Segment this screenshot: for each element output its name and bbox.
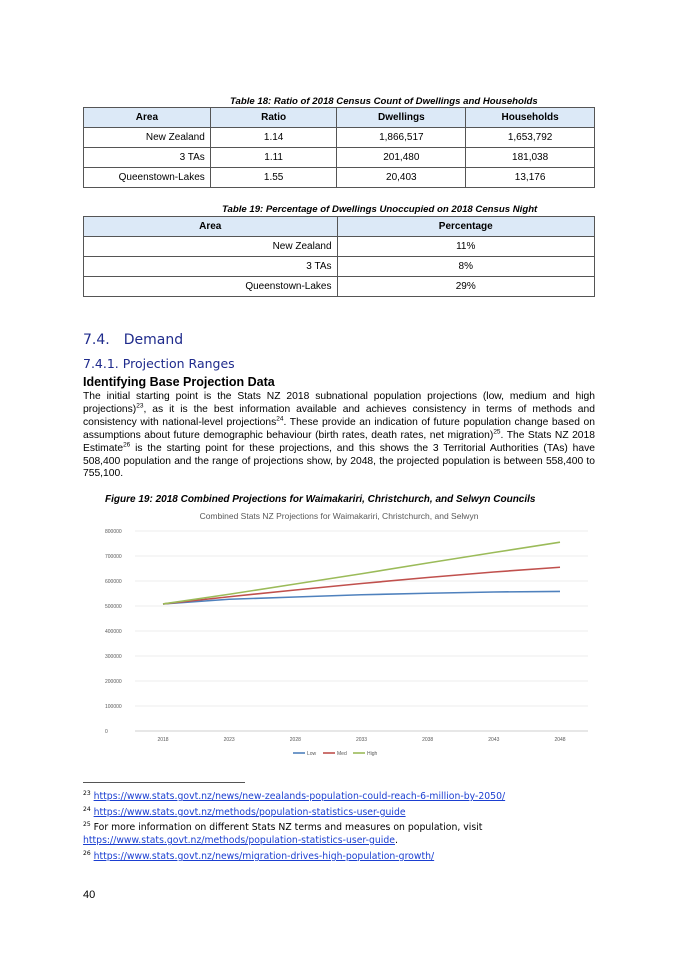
- table-cell: 20,403: [337, 168, 466, 188]
- table-cell: 201,480: [337, 148, 466, 168]
- table-cell: Queenstown-Lakes: [84, 168, 211, 188]
- section-heading: [83, 332, 183, 348]
- section-title: Demand: [123, 332, 184, 348]
- table-cell: 29%: [337, 277, 595, 297]
- x-axis-ticks: [157, 737, 565, 743]
- legend-label: High: [367, 751, 378, 757]
- footnote-23: [83, 790, 505, 802]
- y-tick-label: 200000: [105, 679, 122, 685]
- table-cell: 3 TAs: [84, 257, 338, 277]
- y-tick-label: 0: [105, 729, 108, 735]
- footnote-number: 23: [83, 790, 91, 797]
- table-cell: 1,866,517: [337, 128, 466, 148]
- y-tick-label: 100000: [105, 704, 122, 710]
- table-cell: 1.55: [210, 168, 337, 188]
- column-header: Dwellings: [337, 108, 466, 128]
- footnote-number: 24: [83, 806, 91, 813]
- table-header-row: [84, 217, 595, 237]
- y-tick-label: 800000: [105, 529, 122, 535]
- legend-label: Med: [337, 751, 347, 757]
- footnote-ref-23[interactable]: 23: [136, 402, 144, 410]
- paragraph-text: The initial starting point is the Stats NZ 2018 subnational population projections (low, medium and high projections): [83, 391, 595, 415]
- chart-gridlines: [135, 531, 588, 731]
- table-row: [84, 237, 595, 257]
- chart-series: [163, 542, 560, 604]
- y-tick-label: 700000: [105, 554, 122, 560]
- x-tick-label: 2043: [488, 737, 500, 743]
- table-cell: 8%: [337, 257, 595, 277]
- column-header: Area: [84, 108, 211, 128]
- table-cell: Queenstown-Lakes: [84, 277, 338, 297]
- figure-caption-text: : 2018 Combined Projections for Waimakariri, Christchurch, and Selwyn Councils: [149, 494, 536, 505]
- footnote-26: [83, 850, 434, 862]
- footnote-24: [83, 806, 406, 818]
- chart-title: Combined Stats NZ Projections for Waimakariri, Christchurch, and Selwyn: [199, 511, 479, 521]
- table-header-row: [84, 108, 595, 128]
- paragraph-text: , as it is the best information available and achieves consistency in terms of methods and consistency with national-level projections: [83, 403, 595, 428]
- column-header: Percentage: [337, 217, 595, 237]
- page-number: 40: [83, 889, 96, 901]
- paragraph-heading: Identifying Base Projection Data: [83, 375, 275, 389]
- chart-legend: [293, 751, 378, 757]
- footnote-link[interactable]: https://www.stats.govt.nz/methods/population-statistics-user-guide: [83, 835, 395, 846]
- table-row: [84, 148, 595, 168]
- x-tick-label: 2038: [422, 737, 434, 743]
- table-cell: 1.14: [210, 128, 337, 148]
- footnote-ref-24[interactable]: 24: [276, 415, 284, 423]
- footnote-link[interactable]: https://www.stats.govt.nz/news/migration-drives-high-population-growth/: [93, 851, 435, 863]
- footnote-link[interactable]: https://www.stats.govt.nz/news/new-zealands-population-could-reach-6-million-by-2050/: [93, 791, 506, 803]
- table-19-caption: Table 19: Percentage of Dwellings Unoccupied on 2018 Census Night: [222, 204, 538, 215]
- table-18: [83, 107, 595, 188]
- legend-label: Low: [307, 751, 317, 757]
- table-cell: New Zealand: [84, 237, 338, 257]
- footnote-ref-25[interactable]: 25: [493, 428, 501, 436]
- footnote-25-link-line: [83, 835, 398, 846]
- table-cell: 13,176: [466, 168, 595, 188]
- footnote-number: 26: [83, 850, 91, 857]
- table-row: [84, 168, 595, 188]
- y-tick-label: 600000: [105, 579, 122, 585]
- footnote-number: 25: [83, 821, 91, 828]
- y-axis-ticks: [105, 529, 122, 735]
- paragraph-text: is the starting point for these projections, and this shows the 3 Territorial Authorities (TAs) have 508,400 population and the range of projections show, by 2048, the projected population is between 558,400 to 755,100.: [83, 442, 595, 480]
- series-line-med: [163, 567, 560, 604]
- table-cell: 1,653,792: [466, 128, 595, 148]
- projection-chart: [83, 507, 595, 763]
- table-18-caption: Table 18: Ratio of 2018 Census Count of Dwellings and Households: [230, 96, 538, 107]
- table-cell: New Zealand: [84, 128, 211, 148]
- footnote-ref-26[interactable]: 26: [123, 441, 131, 449]
- table-row: [84, 257, 595, 277]
- column-header: Ratio: [210, 108, 337, 128]
- column-header: Households: [466, 108, 595, 128]
- footnote-link[interactable]: https://www.stats.govt.nz/methods/population-statistics-user-guide: [93, 807, 406, 819]
- y-tick-label: 300000: [105, 654, 122, 660]
- x-tick-label: 2023: [223, 737, 235, 743]
- table-cell: 1.11: [210, 148, 337, 168]
- x-tick-label: 2018: [157, 737, 169, 743]
- figure-caption: [105, 494, 536, 505]
- paragraph-text: . These provide an indication of future population change based on assumptions about future demographic behaviour (birth rates, death rates, net migration): [83, 416, 595, 441]
- body-paragraph: [83, 391, 595, 481]
- footnote-separator: [83, 782, 245, 783]
- x-tick-label: 2048: [554, 737, 566, 743]
- subsection-title: Projection Ranges: [122, 356, 235, 371]
- footnote-25: [83, 821, 482, 833]
- x-tick-label: 2028: [289, 737, 301, 743]
- table-row: [84, 128, 595, 148]
- table-cell: 11%: [337, 237, 595, 257]
- subsection-heading: [83, 356, 235, 371]
- section-number: 7.4.: [83, 332, 110, 348]
- table-cell: 3 TAs: [84, 148, 211, 168]
- figure-label: Figure 19: [105, 494, 150, 505]
- table-cell: 181,038: [466, 148, 595, 168]
- y-tick-label: 500000: [105, 604, 122, 610]
- y-tick-label: 400000: [105, 629, 122, 635]
- table-19: [83, 216, 595, 297]
- x-tick-label: 2033: [355, 737, 368, 743]
- footnote-text: For more information on different Stats NZ terms and measures on population, visit: [93, 822, 483, 834]
- column-header: Area: [84, 217, 338, 237]
- table-row: [84, 277, 595, 297]
- subsection-number: 7.4.1.: [83, 356, 119, 371]
- paragraph-text: . The Stats NZ 2018 Estimate: [83, 429, 595, 454]
- footnote-punctuation: .: [395, 835, 398, 846]
